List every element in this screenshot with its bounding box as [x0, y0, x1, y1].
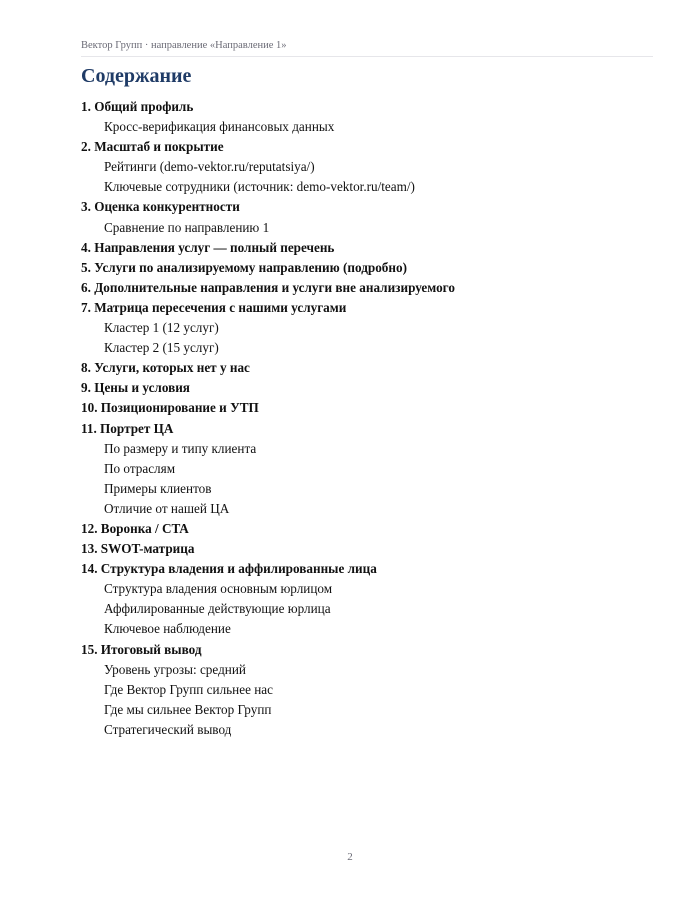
toc-subsection-entry[interactable]: Кросс-верификация финансовых данных [104, 119, 335, 135]
toc-section-entry[interactable]: 11. Портрет ЦА [81, 420, 174, 436]
toc-subsection-entry[interactable]: Где мы сильнее Вектор Групп [104, 701, 272, 717]
toc-section-entry[interactable]: 3. Оценка конкурентности [81, 199, 240, 215]
toc-subsection-entry[interactable]: По отраслям [104, 460, 176, 476]
toc-section-entry[interactable]: 14. Структура владения и аффилированные лица [81, 561, 377, 577]
toc-section-entry[interactable]: 9. Цены и условия [81, 380, 190, 396]
toc-subsection-entry[interactable]: Примеры клиентов [104, 480, 212, 496]
toc-subsection-entry[interactable]: Сравнение по направлению 1 [104, 219, 270, 235]
toc-subsection-entry[interactable]: Аффилированные действующие юрлица [104, 601, 331, 617]
toc-subsection-entry[interactable]: Отличие от нашей ЦА [104, 500, 230, 516]
toc-section-entry[interactable]: 15. Итоговый вывод [81, 641, 202, 657]
toc-section-entry[interactable]: 7. Матрица пересечения с нашими услугами [81, 299, 347, 315]
toc-section-entry[interactable]: 4. Направления услуг — полный перечень [81, 239, 335, 255]
toc-subsection-entry[interactable]: Стратегический вывод [104, 721, 232, 737]
toc-subsection-entry[interactable]: Ключевые сотрудники (источник: demo-vektor.ru/team/) [104, 179, 415, 195]
toc-section-entry[interactable]: 13. SWOT-матрица [81, 541, 195, 557]
toc-section-entry[interactable]: 5. Услуги по анализируемому направлению (подробно) [81, 259, 407, 275]
toc-subsection-entry[interactable]: Где Вектор Групп сильнее нас [104, 681, 273, 697]
toc-section-entry[interactable]: 12. Воронка / CTA [81, 520, 189, 536]
toc-section-entry[interactable]: 1. Общий профиль [81, 99, 194, 114]
toc-subsection-entry[interactable]: Кластер 1 (12 услуг) [104, 320, 219, 336]
toc-subsection-entry[interactable]: Кластер 2 (15 услуг) [104, 340, 219, 356]
running-header: Вектор Групп · направление «Направление 1» [81, 40, 653, 57]
toc-subsection-entry[interactable]: По размеру и типу клиента [104, 440, 257, 456]
toc-subsection-entry[interactable]: Рейтинги (demo-vektor.ru/reputatsiya/) [104, 159, 315, 175]
toc-section-entry[interactable]: 2. Масштаб и покрытие [81, 139, 224, 155]
toc-section-entry[interactable]: 8. Услуги, которых нет у нас [81, 360, 250, 376]
toc-subsection-entry[interactable]: Ключевое наблюдение [104, 621, 231, 637]
toc-section-entry[interactable]: 6. Дополнительные направления и услуги вне анализируемого [81, 279, 455, 295]
toc-subsection-entry[interactable]: Структура владения основным юрлицом [104, 581, 333, 597]
page-number: 2 [347, 851, 353, 863]
toc-title: Содержание [81, 65, 192, 87]
table-of-contents [81, 97, 661, 740]
toc-section-entry[interactable]: 10. Позиционирование и УТП [81, 400, 259, 416]
toc-subsection-entry[interactable]: Уровень угрозы: средний [104, 661, 246, 677]
